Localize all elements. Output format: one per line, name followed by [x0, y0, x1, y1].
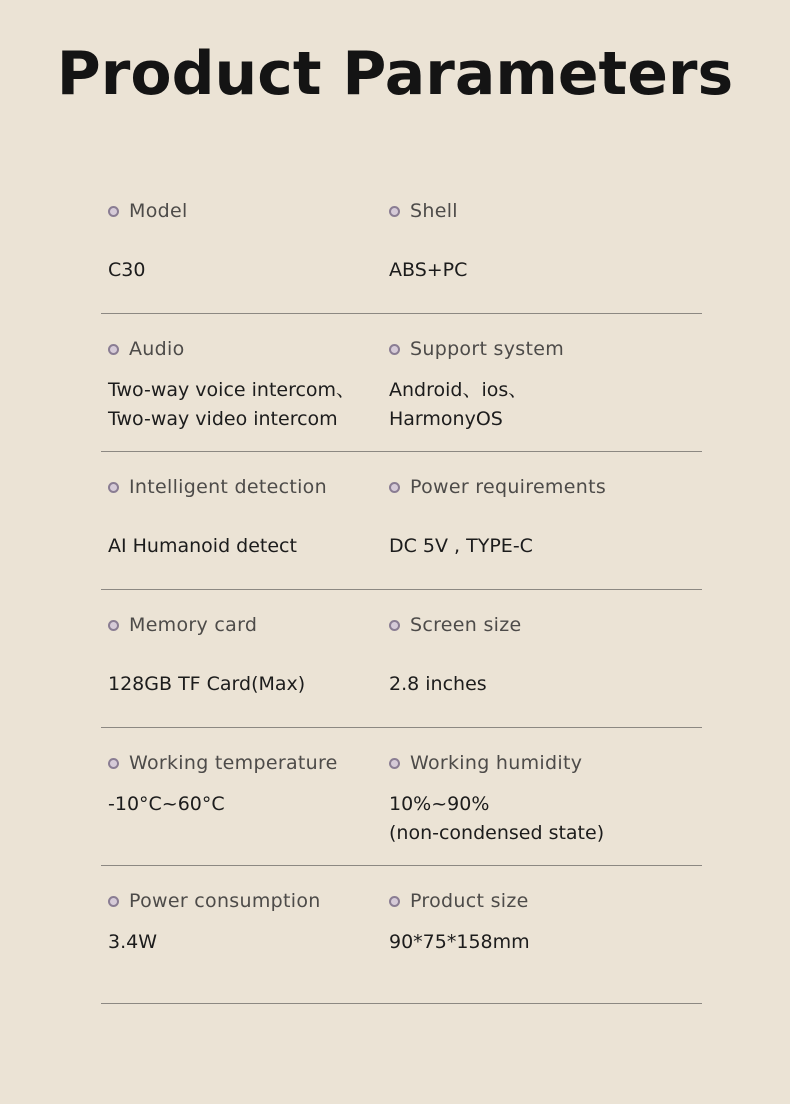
bullet-icon — [108, 206, 119, 217]
parameter-label-line — [108, 752, 338, 774]
parameter-row — [101, 728, 702, 866]
bullet-icon — [108, 482, 119, 493]
parameter-label-line — [389, 752, 582, 774]
parameter-value: -10°C~60°C — [108, 793, 225, 815]
parameter-label: Model — [129, 200, 188, 222]
parameter-row — [101, 314, 702, 452]
parameter-label: Power requirements — [410, 476, 607, 498]
parameter-power-requirements — [382, 452, 702, 589]
parameter-value: ABS+PC — [389, 259, 468, 281]
parameter-label: Power consumption — [129, 890, 321, 912]
parameter-intelligent-detection — [101, 452, 382, 589]
parameter-value: C30 — [108, 259, 146, 281]
parameter-label-line — [108, 200, 188, 222]
parameter-label: Shell — [410, 200, 458, 222]
bullet-icon — [389, 206, 400, 217]
parameter-memory-card — [101, 590, 382, 727]
parameter-label-line — [389, 614, 522, 636]
parameter-value: AI Humanoid detect — [108, 535, 297, 557]
parameter-value: 90*75*158mm — [389, 931, 530, 953]
parameter-label: Screen size — [410, 614, 522, 636]
parameter-label: Audio — [129, 338, 185, 360]
parameter-label: Product size — [410, 890, 529, 912]
parameter-value: Android、ios、 HarmonyOS — [389, 379, 528, 430]
parameter-model — [101, 176, 382, 313]
parameter-label-line — [389, 200, 458, 222]
parameter-power-consumption — [101, 866, 382, 1003]
page-title: Product Parameters — [56, 39, 734, 109]
parameter-row — [101, 452, 702, 590]
parameter-value: 128GB TF Card(Max) — [108, 673, 306, 695]
parameter-value: Two-way voice intercom、 Two-way video intercom — [108, 379, 356, 430]
parameter-label: Working humidity — [410, 752, 583, 774]
parameters-table — [101, 176, 702, 1004]
parameter-product-size — [382, 866, 702, 1003]
parameter-working-humidity — [382, 728, 702, 865]
bullet-icon — [389, 620, 400, 631]
bullet-icon — [389, 344, 400, 355]
parameter-support-system — [382, 314, 702, 451]
bullet-icon — [108, 620, 119, 631]
bullet-icon — [108, 896, 119, 907]
parameter-label-line — [108, 614, 257, 636]
parameter-label: Support system — [410, 338, 565, 360]
parameter-label-line — [108, 890, 321, 912]
bullet-icon — [389, 482, 400, 493]
parameter-value: 2.8 inches — [389, 673, 487, 695]
parameter-working-temperature — [101, 728, 382, 865]
bullet-icon — [389, 758, 400, 769]
parameter-label-line — [389, 476, 606, 498]
bullet-icon — [108, 344, 119, 355]
parameter-label-line — [108, 338, 185, 360]
parameter-audio — [101, 314, 382, 451]
parameter-label: Memory card — [129, 614, 258, 636]
parameter-value: 10%~90% (non-condensed state) — [389, 793, 605, 844]
parameter-label-line — [389, 890, 529, 912]
parameter-shell — [382, 176, 702, 313]
bullet-icon — [389, 896, 400, 907]
parameter-label: Working temperature — [129, 752, 338, 774]
parameter-label-line — [108, 476, 327, 498]
parameter-value: DC 5V , TYPE-C — [389, 535, 533, 557]
parameter-row — [101, 176, 702, 314]
bullet-icon — [108, 758, 119, 769]
parameter-row — [101, 866, 702, 1004]
parameter-value: 3.4W — [108, 931, 158, 953]
parameter-label-line — [389, 338, 564, 360]
parameter-row — [101, 590, 702, 728]
parameter-screen-size — [382, 590, 702, 727]
parameter-label: Intelligent detection — [129, 476, 327, 498]
